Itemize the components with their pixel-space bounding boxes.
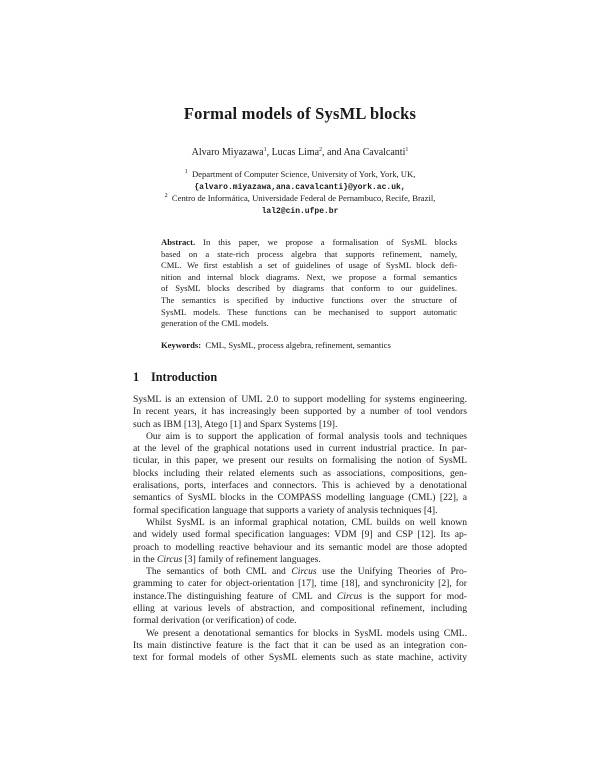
body-line: elling at various levels of abstraction, and compositional refinement, including: [133, 603, 467, 615]
keywords-label: Keywords:: [161, 340, 202, 350]
abstract: [161, 237, 457, 330]
abstract-line: based on a state-rich process algebra that supports refinement, namely,: [161, 248, 457, 259]
affiliation-2: [0, 192, 600, 218]
affiliation-1: [0, 168, 600, 194]
author: Alvaro Miyazawa: [191, 147, 264, 158]
keywords-text: CML, SysML, process algebra, refinement, semantics: [205, 340, 391, 350]
paper-title: Formal models of SysML blocks: [183, 104, 417, 123]
section-title: Introduction: [151, 370, 218, 384]
body-line: We present a denotational semantics for blocks in SysML models using CML.: [146, 627, 467, 639]
body-line: such as IBM [13], Atego [1] and Sparx Systems [19].: [133, 418, 338, 430]
body-line: ticular, in this paper, we present our results on formalising the notion of SysML: [133, 455, 467, 467]
emphasis: Circus: [291, 566, 317, 578]
abstract-line: The semantics is specified by inductive functions over the structure of: [161, 294, 457, 305]
author-affiliation-mark: 2: [319, 147, 323, 153]
body-line: and widely used formal specification languages: VDM [9] and CSP [12]. Its ap-: [133, 529, 467, 541]
abstract-line: generation of the CML models.: [161, 318, 269, 329]
affiliation-email[interactable]: lal2@cin.ufpe.br: [261, 207, 339, 216]
abstract-line: CML. We first establish a set of guidelines of usage of SysML block defi-: [161, 260, 457, 271]
affiliation-mark: 1: [184, 169, 188, 175]
body-text: [133, 394, 467, 665]
abstract-line: Abstract. In this paper, we propose a formalisation of SysML blocks: [161, 237, 457, 247]
emphasis: Circus: [336, 590, 363, 602]
author-affiliation-mark: 1: [405, 147, 409, 153]
author-separator: , and: [322, 147, 344, 158]
keywords: [161, 340, 461, 350]
abstract-line: of SysML blocks described by diagrams that conform to our guidelines.: [161, 283, 457, 294]
body-line: In recent years, it has increasingly been supported by a number of tool vendors: [133, 406, 467, 418]
abstract-line: SysML models. These functions can be mechanised to support automatic: [161, 306, 457, 317]
body-line: instance.The distinguishing feature of CML and Circus is the support for mod-: [133, 590, 467, 602]
body-line: The semantics of both CML and Circus use the Unifying Theories of Pro-: [146, 566, 467, 578]
section-heading: [133, 370, 217, 385]
body-line: Its main distinctive feature is the fact that it can be used as an integration con-: [133, 639, 467, 651]
author: Ana Cavalcanti: [343, 147, 406, 158]
body-line: in the Circus [3] family of refinement languages.: [133, 553, 321, 565]
abstract-label: Abstract.: [161, 237, 196, 247]
body-line: eralisations, ports, interfaces and connectors. This is achieved by a denotational: [133, 480, 467, 492]
author-separator: ,: [266, 147, 272, 158]
body-line: at the level of the graphical notations used in current industrial practice. In par-: [133, 443, 467, 455]
author-affiliation-mark: 1: [263, 147, 267, 153]
body-line: gramming to cater for object-orientation [17], time [18], and synchronicity [2], for: [133, 578, 467, 590]
body-line: formal specification language that supports a variety of analysis techniques [4].: [133, 504, 438, 516]
abstract-line: nition and internal block diagrams. Next, we propose a formal semantics: [161, 271, 457, 282]
affiliation-institution: Centro de Informática, Universidade Federal de Pernambuco, Recife, Brazil,: [171, 193, 436, 203]
author-list: [0, 147, 600, 158]
author: Lucas Lima: [271, 147, 320, 158]
body-line: semantics of SysML blocks in the COMPASS modelling language (CML) [22], a: [133, 492, 467, 504]
body-line: SysML is an extension of UML 2.0 to support modelling for systems engineering.: [133, 394, 467, 405]
body-line: proach to modelling reactive behaviour and its semantic model are those adopted: [133, 541, 467, 553]
body-line: text for formal models of other SysML elements such as state machine, activity: [133, 652, 467, 664]
body-line: formal derivation (or verification) of code.: [133, 615, 297, 627]
affiliation-mark: 2: [164, 193, 168, 199]
affiliation-institution: Department of Computer Science, University of York, York, UK,: [191, 169, 416, 179]
body-line: Whilst SysML is an informal graphical notation, CML builds on well known: [146, 516, 467, 528]
section-number: 1: [133, 370, 140, 384]
affiliation-email[interactable]: {alvaro.miyazawa,ana.cavalcanti}@york.ac.uk,: [194, 183, 406, 192]
body-line: Our aim is to support the application of formal analysis tools and techniques: [146, 430, 467, 442]
body-line: blocks including their related elements such as associations, compositions, gen-: [133, 467, 467, 479]
emphasis: Circus: [156, 553, 183, 565]
